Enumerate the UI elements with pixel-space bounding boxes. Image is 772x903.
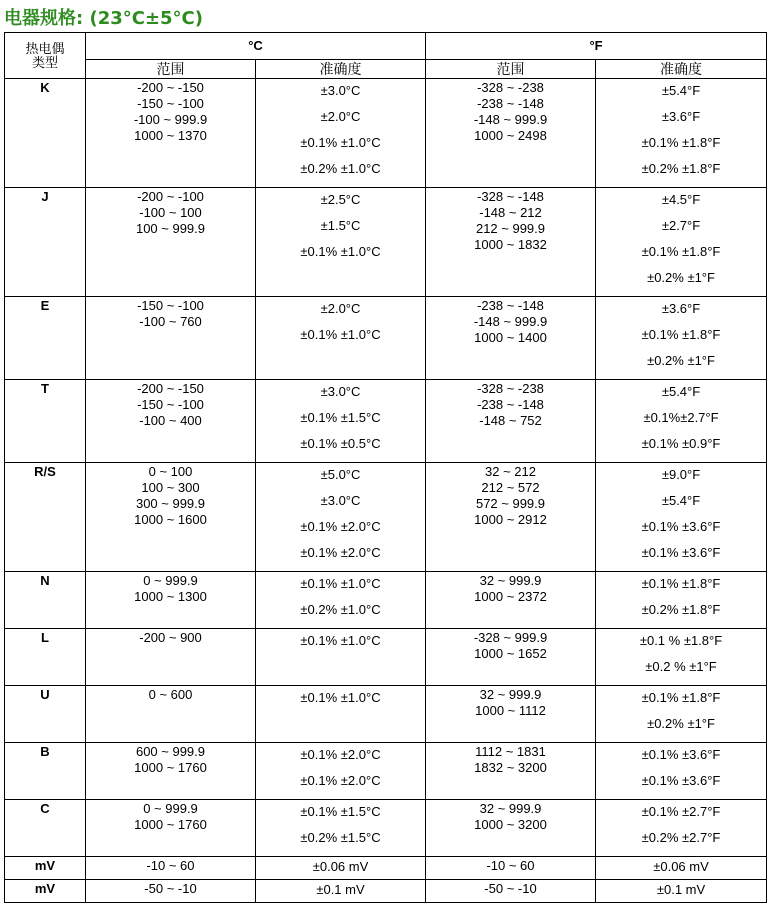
table-row — [5, 463, 767, 572]
cell-line: -328 ~ -238 — [477, 80, 544, 95]
cell-line: ±0.1% ±2.0°C — [300, 773, 381, 788]
cell-line: -100 ~ 999.9 — [133, 112, 208, 127]
fahrenheit-range-cell — [426, 188, 596, 297]
cell-line: ±0.1% ±1.8°F — [641, 690, 721, 705]
thermocouple-type: N — [5, 572, 86, 629]
fahrenheit-range-cell — [426, 297, 596, 380]
cell-line: ±3.0°C — [320, 493, 361, 508]
cell-line: ±0.1% ±1.0°C — [300, 690, 381, 705]
celsius-range-cell — [86, 297, 256, 380]
cell-line: -200 ~ 900 — [139, 630, 202, 645]
thermocouple-type: E — [5, 297, 86, 380]
cell-line: 1000 ~ 1300 — [134, 589, 207, 604]
table-row — [5, 686, 767, 743]
cell-line: ±0.1% ±3.6°F — [641, 519, 721, 534]
cell-line: ±0.06 mV — [653, 859, 709, 874]
cell-line: 1000 ~ 2912 — [474, 512, 547, 527]
celsius-accuracy-cell — [256, 629, 426, 686]
cell-line: ±5.0°C — [320, 467, 361, 482]
cell-line: ±0.1 mV — [656, 882, 706, 897]
cell-line: ±0.1% ±1.5°C — [300, 410, 381, 425]
cell-line: ±3.6°F — [661, 301, 701, 316]
cell-line: ±0.1% ±2.0°C — [300, 747, 381, 762]
celsius-range-cell — [86, 188, 256, 297]
celsius-range-cell — [86, 857, 256, 880]
cell-line: ±0.2% ±1°F — [647, 270, 715, 285]
header-row-units — [5, 33, 767, 60]
cell-line: ±0.2% ±1°F — [647, 716, 715, 731]
cell-line: ±0.2% ±1.5°C — [300, 830, 381, 845]
cell-line: ±0.1% ±1.0°C — [300, 576, 381, 591]
table-row — [5, 188, 767, 297]
cell-line: ±0.1% ±1.5°C — [300, 804, 381, 819]
cell-line: -200 ~ -150 — [137, 80, 204, 95]
header-f-accuracy: 准确度 — [596, 60, 767, 79]
header-f-range: 范围 — [426, 60, 596, 79]
cell-line: ±4.5°F — [661, 192, 701, 207]
cell-line: ±0.1% ±1.8°F — [641, 244, 721, 259]
thermocouple-type: U — [5, 686, 86, 743]
cell-line: -200 ~ -100 — [137, 189, 204, 204]
cell-line: 100 ~ 300 — [141, 480, 200, 495]
cell-line: ±0.1% ±1.8°F — [641, 135, 721, 150]
cell-line: ±0.2% ±1.8°F — [641, 161, 721, 176]
cell-line: 1000 ~ 2498 — [474, 128, 547, 143]
cell-line: -50 ~ -10 — [484, 881, 537, 896]
fahrenheit-range-cell — [426, 800, 596, 857]
cell-line: 1000 ~ 1370 — [134, 128, 207, 143]
cell-line: ±5.4°F — [661, 384, 701, 399]
page-title: 电器规格: (23°C±5°C) — [4, 8, 203, 29]
cell-line: ±0.1%±2.7°F — [643, 410, 719, 425]
cell-line: 32 ~ 999.9 — [479, 687, 542, 702]
cell-line: 100 ~ 999.9 — [135, 221, 206, 236]
celsius-range-cell — [86, 880, 256, 903]
table-row — [5, 880, 767, 903]
cell-line: -148 ~ 212 — [479, 205, 542, 220]
table-row — [5, 380, 767, 463]
cell-line: ±0.2% ±1.8°F — [641, 602, 721, 617]
cell-line: ±0.1 mV — [316, 882, 365, 897]
cell-line: -100 ~ 400 — [139, 413, 202, 428]
celsius-accuracy-cell — [256, 743, 426, 800]
celsius-accuracy-cell — [256, 572, 426, 629]
cell-line: -328 ~ 999.9 — [473, 630, 548, 645]
cell-line: ±2.0°C — [320, 301, 361, 316]
cell-line: -10 ~ 60 — [146, 858, 195, 873]
cell-line: ±0.1% ±1.8°F — [641, 576, 721, 591]
celsius-range-cell — [86, 463, 256, 572]
thermocouple-type: B — [5, 743, 86, 800]
cell-line: ±2.0°C — [320, 109, 361, 124]
thermocouple-type: mV — [5, 880, 86, 903]
cell-line: ±2.5°C — [320, 192, 361, 207]
fahrenheit-accuracy-cell — [596, 297, 767, 380]
cell-line: 1000 ~ 1400 — [474, 330, 547, 345]
cell-line: 0 ~ 100 — [148, 464, 193, 479]
cell-line: ±0.1% ±2.0°C — [300, 519, 381, 534]
cell-line: -148 ~ 999.9 — [473, 112, 548, 127]
cell-line: -10 ~ 60 — [486, 858, 535, 873]
table-row — [5, 572, 767, 629]
cell-line: ±0.06 mV — [312, 859, 369, 874]
cell-line: ±0.1% ±2.7°F — [641, 804, 721, 819]
cell-line: -50 ~ -10 — [144, 881, 197, 896]
cell-line: -328 ~ -148 — [477, 189, 544, 204]
cell-line: ±0.1% ±1.0°C — [300, 244, 381, 259]
fahrenheit-accuracy-cell — [596, 743, 767, 800]
cell-line: -328 ~ -238 — [477, 381, 544, 396]
celsius-range-cell — [86, 572, 256, 629]
celsius-range-cell — [86, 686, 256, 743]
cell-line: ±0.2% ±1°F — [647, 353, 715, 368]
cell-line: ±5.4°F — [661, 83, 701, 98]
table-row — [5, 857, 767, 880]
celsius-range-cell — [86, 380, 256, 463]
celsius-accuracy-cell — [256, 79, 426, 188]
celsius-accuracy-cell — [256, 380, 426, 463]
cell-line: 1000 ~ 2372 — [474, 589, 547, 604]
celsius-accuracy-cell — [256, 188, 426, 297]
table-row — [5, 297, 767, 380]
cell-line: 600 ~ 999.9 — [135, 744, 206, 759]
cell-line: 32 ~ 212 — [485, 464, 536, 479]
thermocouple-type: T — [5, 380, 86, 463]
header-type-line1: 热电偶 — [25, 40, 65, 56]
cell-line: -148 ~ 752 — [479, 413, 542, 428]
cell-line: ±0.1% ±1.0°C — [300, 327, 381, 342]
fahrenheit-range-cell — [426, 380, 596, 463]
cell-line: ±0.1% ±2.0°C — [300, 545, 381, 560]
thermocouple-type: J — [5, 188, 86, 297]
cell-line: 212 ~ 999.9 — [475, 221, 546, 236]
celsius-accuracy-cell — [256, 463, 426, 572]
cell-line: -148 ~ 999.9 — [473, 314, 548, 329]
table-row — [5, 79, 767, 188]
cell-line: 300 ~ 999.9 — [135, 496, 206, 511]
thermocouple-type: R/S — [5, 463, 86, 572]
fahrenheit-accuracy-cell — [596, 79, 767, 188]
header-celsius: °C — [86, 33, 426, 60]
cell-line: ±0.1% ±3.6°F — [641, 545, 721, 560]
fahrenheit-accuracy-cell — [596, 857, 767, 880]
cell-line: ±0.2 % ±1°F — [645, 659, 717, 674]
celsius-range-cell — [86, 79, 256, 188]
header-c-accuracy: 准确度 — [256, 60, 426, 79]
fahrenheit-range-cell — [426, 743, 596, 800]
cell-line: ±0.1% ±0.9°F — [641, 436, 721, 451]
header-type-line2: 类型 — [31, 54, 58, 70]
fahrenheit-accuracy-cell — [596, 188, 767, 297]
cell-line: 1000 ~ 1760 — [134, 817, 207, 832]
celsius-accuracy-cell — [256, 880, 426, 903]
cell-line: 32 ~ 999.9 — [479, 801, 542, 816]
header-row-columns — [5, 60, 767, 79]
celsius-range-cell — [86, 743, 256, 800]
cell-line: ±0.1% ±1.0°C — [300, 135, 381, 150]
fahrenheit-accuracy-cell — [596, 572, 767, 629]
fahrenheit-range-cell — [426, 857, 596, 880]
fahrenheit-range-cell — [426, 572, 596, 629]
cell-line: ±0.1% ±3.6°F — [641, 773, 721, 788]
fahrenheit-range-cell — [426, 880, 596, 903]
header-type — [5, 33, 86, 79]
cell-line: ±3.0°C — [320, 384, 361, 399]
cell-line: -150 ~ -100 — [137, 298, 204, 313]
fahrenheit-range-cell — [426, 463, 596, 572]
thermocouple-type: L — [5, 629, 86, 686]
cell-line: -100 ~ 760 — [139, 314, 202, 329]
fahrenheit-accuracy-cell — [596, 463, 767, 572]
fahrenheit-accuracy-cell — [596, 629, 767, 686]
spec-table-body — [5, 79, 767, 903]
cell-line: -238 ~ -148 — [477, 96, 544, 111]
celsius-range-cell — [86, 800, 256, 857]
cell-line: 0 ~ 999.9 — [143, 801, 198, 816]
table-row — [5, 629, 767, 686]
header-c-range: 范围 — [86, 60, 256, 79]
cell-line: -100 ~ 100 — [139, 205, 202, 220]
cell-line: ±0.1% ±1.0°C — [300, 633, 381, 648]
cell-line: -200 ~ -150 — [137, 381, 204, 396]
cell-line: ±0.1% ±0.5°C — [300, 436, 381, 451]
cell-line: -238 ~ -148 — [477, 298, 544, 313]
table-row — [5, 743, 767, 800]
cell-line: ±9.0°F — [661, 467, 701, 482]
cell-line: ±0.2% ±1.0°C — [300, 602, 381, 617]
cell-line: 0 ~ 600 — [148, 687, 193, 702]
fahrenheit-range-cell — [426, 686, 596, 743]
cell-line: ±3.6°F — [661, 109, 701, 124]
celsius-range-cell — [86, 629, 256, 686]
cell-line: 1000 ~ 1112 — [475, 703, 546, 718]
cell-line: ±0.2% ±2.7°F — [641, 830, 721, 845]
cell-line: ±5.4°F — [661, 493, 701, 508]
thermocouple-type: C — [5, 800, 86, 857]
cell-line: 1000 ~ 1832 — [474, 237, 547, 252]
fahrenheit-accuracy-cell — [596, 800, 767, 857]
cell-line: ±3.0°C — [320, 83, 361, 98]
cell-line: 32 ~ 999.9 — [479, 573, 542, 588]
fahrenheit-accuracy-cell — [596, 686, 767, 743]
cell-line: 212 ~ 572 — [481, 480, 540, 495]
cell-line: 1000 ~ 1760 — [134, 760, 207, 775]
cell-line: -150 ~ -100 — [137, 96, 204, 111]
cell-line: 1000 ~ 1652 — [474, 646, 547, 661]
cell-line: 1000 ~ 3200 — [474, 817, 547, 832]
fahrenheit-range-cell — [426, 79, 596, 188]
header-fahrenheit: °F — [426, 33, 767, 60]
fahrenheit-accuracy-cell — [596, 380, 767, 463]
celsius-accuracy-cell — [256, 297, 426, 380]
thermocouple-type: K — [5, 79, 86, 188]
cell-line: 1112 ~ 1831 — [475, 744, 546, 759]
cell-line: -238 ~ -148 — [477, 397, 544, 412]
fahrenheit-accuracy-cell — [596, 880, 767, 903]
cell-line: 1832 ~ 3200 — [474, 760, 547, 775]
cell-line: ±0.1% ±3.6°F — [641, 747, 721, 762]
cell-line: ±1.5°C — [320, 218, 361, 233]
cell-line: ±0.2% ±1.0°C — [300, 161, 381, 176]
table-row — [5, 800, 767, 857]
cell-line: 572 ~ 999.9 — [475, 496, 546, 511]
thermocouple-type: mV — [5, 857, 86, 880]
spec-table — [4, 32, 767, 903]
cell-line: ±0.1 % ±1.8°F — [639, 633, 723, 648]
fahrenheit-range-cell — [426, 629, 596, 686]
celsius-accuracy-cell — [256, 857, 426, 880]
cell-line: ±0.1% ±1.8°F — [641, 327, 721, 342]
cell-line: -150 ~ -100 — [137, 397, 204, 412]
cell-line: 1000 ~ 1600 — [134, 512, 207, 527]
celsius-accuracy-cell — [256, 686, 426, 743]
cell-line: 0 ~ 999.9 — [143, 573, 198, 588]
cell-line: ±2.7°F — [661, 218, 701, 233]
spec-table-wrapper — [4, 32, 767, 903]
celsius-accuracy-cell — [256, 800, 426, 857]
